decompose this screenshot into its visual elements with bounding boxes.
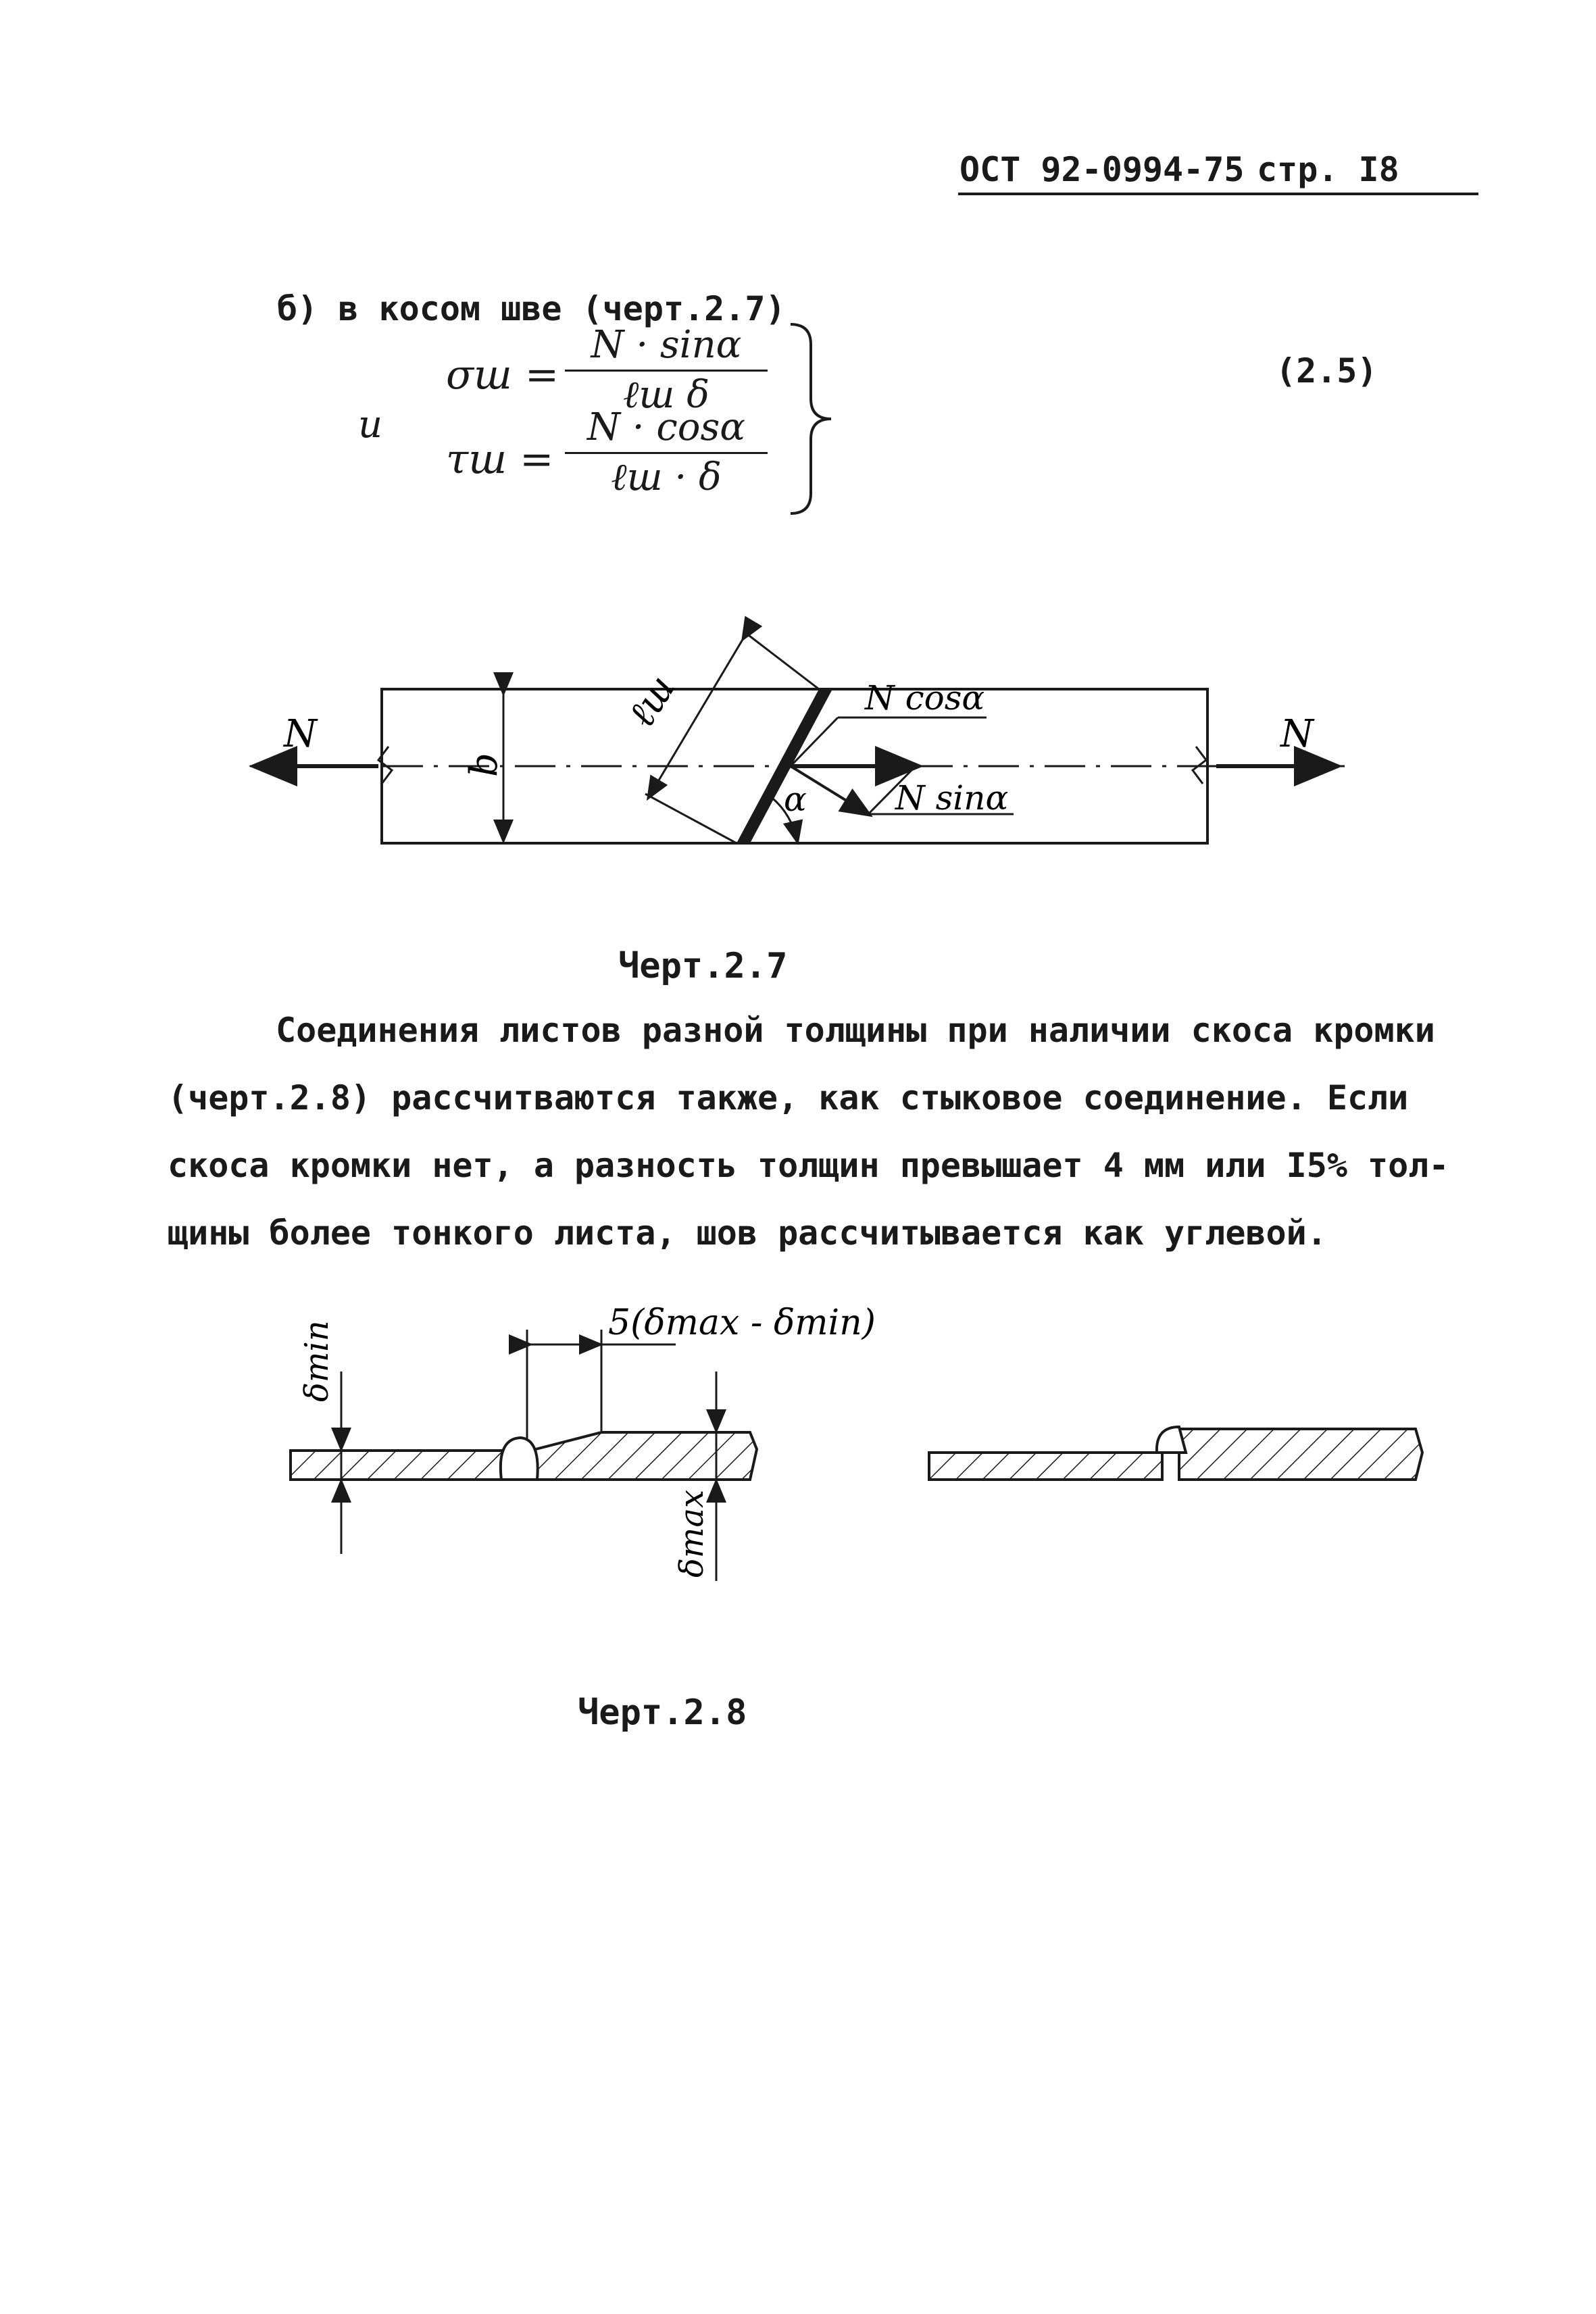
equation-number: (2.5): [1276, 351, 1378, 391]
thick-plate-right: [1179, 1429, 1422, 1480]
thin-plate-right: [929, 1453, 1162, 1480]
thin-plate-left: [291, 1451, 507, 1480]
sigma-numerator: N · sinα: [591, 323, 742, 367]
label-dmax: δmax: [673, 1489, 711, 1578]
label-dmin: δmin: [298, 1320, 336, 1402]
figure-2-7-caption: Черт.2.7: [618, 946, 788, 986]
figure-2-8-caption: Черт.2.8: [578, 1692, 747, 1733]
label-n-right: N: [1280, 712, 1314, 756]
label-weld-length: ℓш: [619, 668, 684, 735]
weld-bead-left: [501, 1438, 538, 1480]
page-number: стр. I8: [1257, 150, 1399, 189]
tau-lhs: τш =: [446, 436, 554, 483]
tau-denominator: ℓш · δ: [611, 455, 722, 499]
conjunction-and: и: [358, 403, 383, 447]
paragraph-line: (черт.2.8) рассчитваются также, как стыковое соединение. Если: [168, 1078, 1409, 1117]
body-paragraph: [168, 997, 1449, 1267]
label-bevel-dimension: 5(δmax - δmin): [608, 1303, 876, 1343]
label-width-b: b: [462, 753, 506, 777]
sigma-denominator: ℓш δ: [623, 373, 709, 417]
figure-2-8: [0, 1250, 1596, 1655]
formula-intro: б) в косом шве (черт.2.7): [277, 289, 786, 328]
label-nsin: N sinα: [895, 778, 1009, 818]
label-ncos: N cosα: [865, 678, 985, 718]
paragraph-line: скоса кромки нет, а разность толщин превышает 4 мм или I5% тол-: [168, 1146, 1449, 1185]
ext-line-bottom: [645, 794, 737, 843]
label-n-left: N: [284, 712, 317, 756]
fillet-weld-right: [1157, 1427, 1186, 1453]
figure-2-7: [0, 0, 1596, 946]
thick-plate-beveled: [530, 1432, 757, 1480]
ext-line-top: [747, 634, 819, 689]
paragraph-line: Соединения листов разной толщины при наличии скоса кромки: [276, 1011, 1435, 1050]
tau-numerator: N · cosα: [587, 405, 746, 449]
sigma-lhs: σш =: [446, 351, 559, 399]
label-alpha: α: [784, 780, 807, 819]
paragraph-line: щины более тонкого листа, шов рассчитывается как углевой.: [168, 1213, 1327, 1253]
document-code: ОСТ 92-0994-75: [959, 150, 1245, 189]
